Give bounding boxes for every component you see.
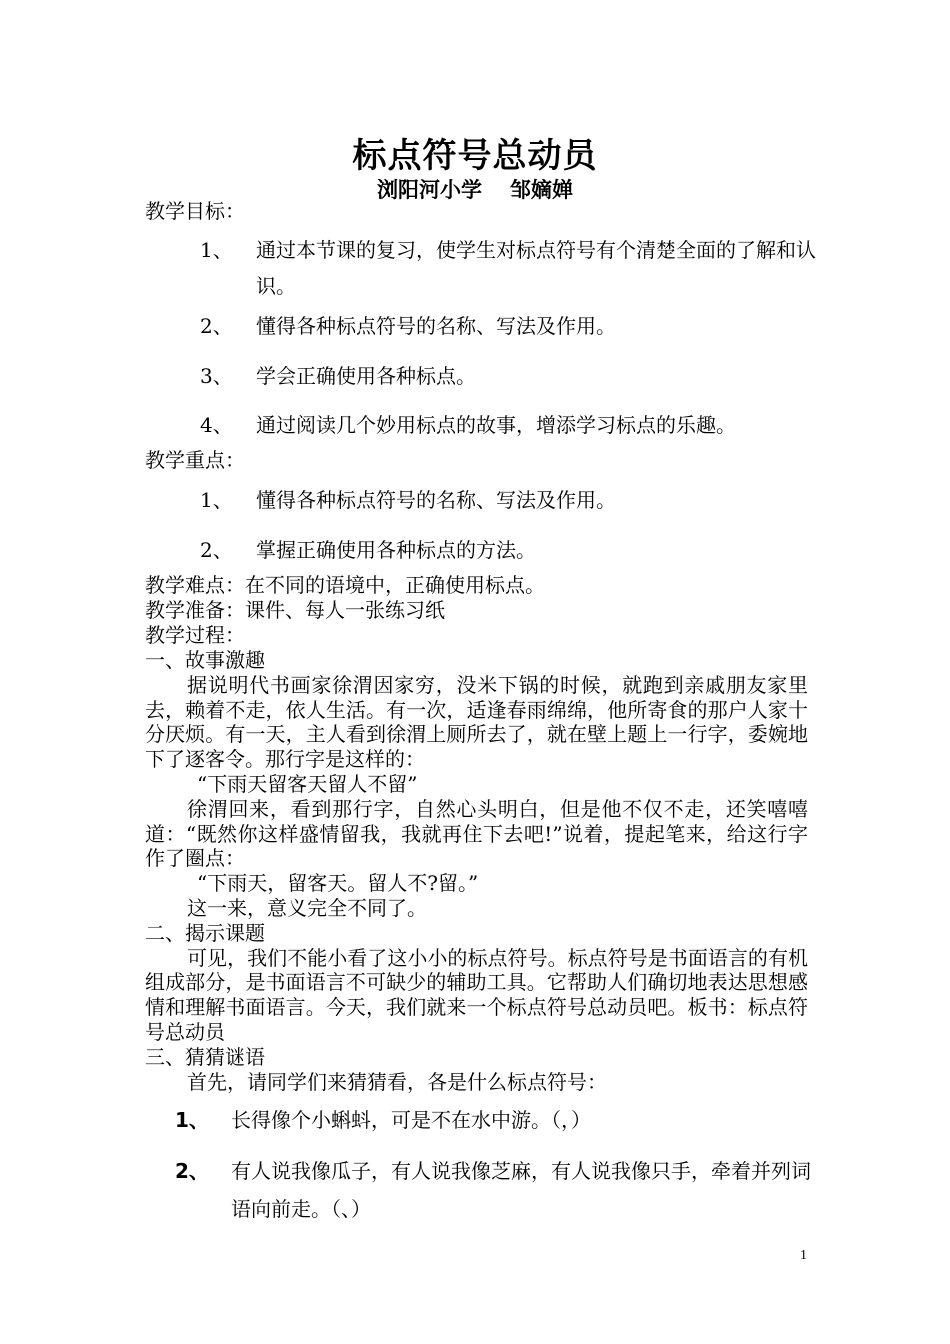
goal-text: 懂得各种标点符号的名称、写法及作用。 — [256, 314, 616, 338]
author-school: 浏阳河小学 — [377, 178, 482, 202]
riddle-number: 1、 — [175, 1108, 209, 1132]
section-heading: 三、猜猜谜语 — [145, 1044, 265, 1069]
riddle-intro: 首先，请同学们来猜猜看，各是什么标点符号： — [187, 1069, 607, 1094]
process-heading: 教学过程： — [145, 623, 245, 647]
key-point-text: 懂得各种标点符号的名称、写法及作用。 — [256, 488, 616, 512]
goal-number: 4、 — [200, 413, 233, 437]
story-paragraph: 徐渭回来，看到那行字，自然心头明白，但是他不仅不走，还笑嘻嘻道：“既然你这样盛情留我，我就再住下去吧!”说着，提起笔来，给这行字作了圈点： — [145, 796, 808, 871]
page-number: 1 — [800, 1248, 807, 1263]
key-point-number: 2、 — [200, 538, 233, 562]
goal-text: 学会正确使用各种标点。 — [256, 364, 476, 388]
goal-text: 通过本节课的复习，使学生对标点符号有个清楚全面的了解和认识。 — [256, 238, 816, 298]
goal-text: 通过阅读几个妙用标点的故事，增添学习标点的乐趣。 — [256, 413, 736, 437]
key-point-number: 1、 — [200, 488, 233, 512]
key-points-heading: 教学重点： — [145, 448, 245, 472]
author-name: 邹嫡婵 — [510, 178, 573, 202]
story-paragraph: 这一来，意义完全不同了。 — [187, 895, 427, 920]
preparation-line: 教学准备：课件、每人一张练习纸 — [145, 598, 445, 622]
section-heading: 二、揭示课题 — [145, 920, 265, 945]
riddle-number: 2、 — [175, 1159, 209, 1183]
page-title: 标点符号总动员 — [352, 136, 598, 176]
author-line — [0, 174, 950, 204]
lesson-body — [145, 648, 808, 1094]
difficulty-line: 教学难点：在不同的语境中，正确使用标点。 — [145, 573, 545, 597]
section-heading: 一、故事激趣 — [145, 648, 265, 672]
goal-number: 2、 — [200, 314, 233, 338]
story-paragraph: 据说明代书画家徐渭因家穷，没米下锅的时候，就跑到亲戚朋友家里去，赖着不走，依人生活。有一次，适逢春雨绵绵，他所寄食的那户人家十分厌烦。有一天，主人看到徐渭上厕所去了，就在壁上题上一行字，委婉地下了逐客令。那行字是这样的： — [145, 672, 808, 772]
key-point-text: 掌握正确使用各种标点的方法。 — [256, 538, 536, 562]
riddle-text: 有人说我像瓜子，有人说我像芝麻，有人说我像只手，牵着并列词语向前走。（、） — [231, 1159, 811, 1221]
goal-number: 3、 — [200, 364, 233, 388]
topic-paragraph: 可见，我们不能小看了这小小的标点符号。标点符号是书面语言的有机组成部分，是书面语言不可缺少的辅助工具。它帮助人们确切地表达思想感情和理解书面语言。今天，我们就来一个标点符号总动员吧。板书：标点符号总动员 — [145, 945, 808, 1044]
story-quote: “下雨天，留客天。留人不?留。” — [197, 871, 479, 896]
goal-number: 1、 — [200, 238, 233, 262]
goals-heading: 教学目标： — [145, 199, 245, 223]
riddle-text: 长得像个小蝌蚪，可是不在水中游。（，） — [231, 1108, 591, 1132]
story-quote: “下雨天留客天留人不留” — [197, 771, 418, 796]
